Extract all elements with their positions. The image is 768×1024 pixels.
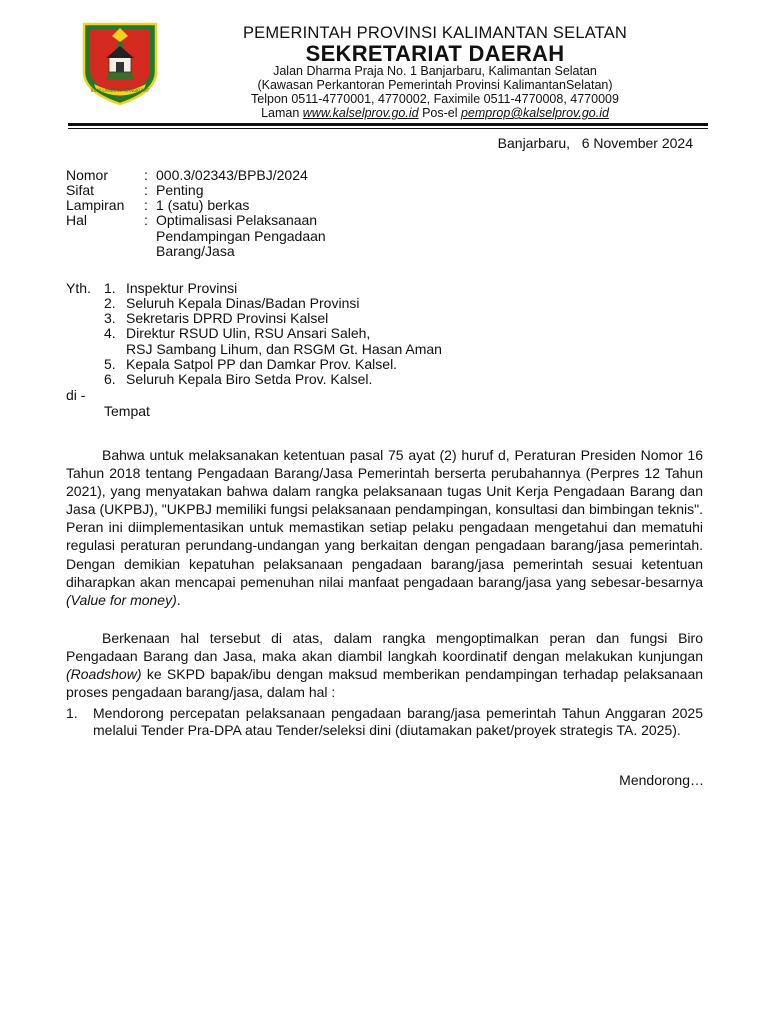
place-label: Tempat bbox=[104, 403, 150, 419]
recipient-text: Sekretaris DPRD Provinsi Kalsel bbox=[126, 310, 329, 326]
meta-label: Nomor bbox=[66, 167, 109, 183]
paragraph-italic: (Value for money) bbox=[66, 591, 177, 608]
meta-value: Optimalisasi Pelaksanaan bbox=[156, 212, 318, 228]
address-line-3: Telpon 0511-4770001, 4770002, Faximile 0511-4770008, 4770009 bbox=[251, 92, 619, 106]
recipient-number: 2. bbox=[104, 295, 116, 311]
recipient-number: 3. bbox=[104, 310, 116, 326]
recipient-text: RSJ Sambang Lihum, dan RSGM Gt. Hasan Aman bbox=[126, 341, 442, 357]
subject-continuation bbox=[0, 244, 768, 260]
meta-label: Hal bbox=[66, 212, 88, 228]
recipient-text: Seluruh Kepala Dinas/Badan Provinsi bbox=[126, 295, 360, 311]
recipient-number: 5. bbox=[104, 356, 116, 372]
paragraph-end: . bbox=[176, 591, 181, 608]
meta-row bbox=[0, 213, 768, 229]
web-label: Laman bbox=[261, 106, 300, 120]
subject-line: Pendampingan Pengadaan bbox=[156, 228, 326, 244]
meta-colon: : bbox=[144, 182, 148, 198]
provincial-coat-of-arms-logo bbox=[82, 22, 158, 106]
meta-colon: : bbox=[144, 197, 148, 213]
email-link[interactable]: pemprop@kalselprov.go.id bbox=[460, 106, 609, 120]
recipient-number: 6. bbox=[104, 371, 116, 387]
paragraph-italic: (Roadshow) bbox=[66, 666, 142, 683]
continuation-marker: Mendorong… bbox=[619, 772, 704, 788]
numbered-item bbox=[66, 705, 703, 757]
recipient-item bbox=[0, 372, 768, 388]
meta-row bbox=[0, 168, 768, 184]
meta-label: Sifat bbox=[66, 182, 95, 198]
government-name: PEMERINTAH PROVINSI KALIMANTAN SELATAN bbox=[242, 24, 628, 42]
recipient-number: 1. bbox=[104, 280, 116, 296]
recipient-text: Kepala Satpol PP dan Damkar Prov. Kalsel. bbox=[126, 356, 398, 372]
email-label: Pos-el bbox=[422, 106, 458, 120]
meta-row bbox=[0, 198, 768, 214]
meta-value: Penting bbox=[156, 182, 204, 198]
paragraph-text: Berkenaan hal tersebut di atas, dalam rangka mengoptimalkan peran dan fungsi Biro Pengadaan Barang dan Jasa, maka akan diambil langkah koordinatif dengan melakukan kunjungan bbox=[66, 630, 703, 665]
subject-continuation bbox=[0, 229, 768, 245]
recipient-text: Inspektur Provinsi bbox=[126, 280, 238, 296]
address-line-1: Jalan Dharma Praja No. 1 Banjarbaru, Kalimantan Selatan bbox=[273, 64, 597, 78]
meta-colon: : bbox=[144, 212, 148, 228]
recipient-number: 4. bbox=[104, 325, 116, 341]
logo-motto-text: BUMI LAMBUNG MANGKURAT bbox=[90, 88, 150, 93]
paragraph-text: ke SKPD bapak/ibu dengan maksud memberikan pendampingan terhadap pelaksanaan proses pengadaan barang/jasa, dalam hal : bbox=[66, 666, 704, 701]
meta-value: 1 (satu) berkas bbox=[156, 197, 250, 213]
subject-line: Barang/Jasa bbox=[156, 243, 235, 259]
contact-line bbox=[170, 106, 700, 121]
letterhead-rule-thin bbox=[68, 128, 708, 129]
recipient-salutation: Yth. bbox=[66, 280, 91, 296]
body-paragraph-1 bbox=[66, 446, 703, 609]
letterhead-rule-thick bbox=[68, 123, 708, 126]
office-name: SEKRETARIAT DAERAH bbox=[305, 41, 565, 66]
letter-date: Banjarbaru, 6 November 2024 bbox=[497, 135, 693, 151]
recipient-item bbox=[0, 326, 768, 342]
body-paragraph-2 bbox=[66, 629, 703, 701]
item-number: 1. bbox=[66, 705, 78, 721]
recipient-text: Seluruh Kepala Biro Setda Prov. Kalsel. bbox=[126, 371, 373, 387]
meta-colon: : bbox=[144, 167, 148, 183]
recipient-text: Direktur RSUD Ulin, RSU Ansari Saleh, bbox=[126, 325, 371, 341]
meta-value: 000.3/02343/BPBJ/2024 bbox=[156, 167, 308, 183]
di-label: di - bbox=[66, 387, 86, 403]
meta-label: Lampiran bbox=[66, 197, 125, 213]
website-link[interactable]: www.kalselprov.go.id bbox=[302, 106, 419, 120]
item-text: Mendorong percepatan pelaksanaan pengadaan barang/jasa pemerintah Tahun Anggaran 2025 melalui Tender Pra-DPA atau Tender/seleksi dini (diutamakan paket/proyek strategis TA. 2025). bbox=[93, 705, 703, 738]
address-line-2: (Kawasan Perkantoran Pemerintah Provinsi KalimantanSelatan) bbox=[257, 78, 613, 92]
paragraph-text: Bahwa untuk melaksanakan ketentuan pasal 75 ayat (2) huruf d, Peraturan Presiden Nomor 16 Tahun 2018 tentang Pengadaan Barang/Jasa Pemerintah berserta perubahannya (Perpres 12 Tahun 2021), yang menyatakan bahwa dalam rangka pelaksanaan tugas Unit Kerja Pengadaan Barang dan Jasa (UKPBJ), "UKPBJ memiliki fungsi pelaksanaan pendampingan, konsultasi dan bimbingan teknis". Peran ini diimplementasikan untuk memastikan setiap pelaku pengadaan mengetahui dan mematuhi regulasi peraturan perundang-undangan yang berkaitan dengan pengadaan barang/jasa pemerintah. Dengan demikian kepatuhan pelaksanaan pengadaan barang/jasa pemerintah sesuai ketentuan diharapkan akan mencapai pemenuhan nilai manfaat pengadaan barang/jasa yang sebesar-besarnya bbox=[66, 447, 703, 590]
